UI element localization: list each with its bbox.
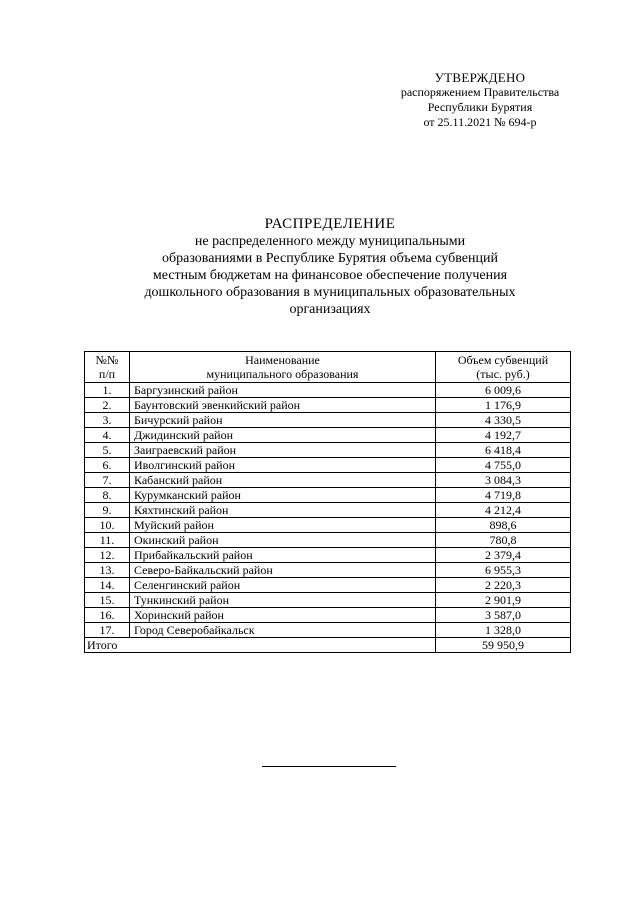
distribution-table [84, 351, 571, 653]
row-value: 3 587,0 [436, 608, 571, 623]
table-row [85, 503, 571, 518]
heading-line-1: не распределенного между муниципальными [194, 234, 466, 249]
row-name: Курумканский район [130, 488, 436, 503]
table-row [85, 578, 571, 593]
row-name: Тункинский район [130, 593, 436, 608]
header-number-line-1: №№ [95, 353, 119, 367]
row-value: 3 084,3 [436, 473, 571, 488]
row-name: Окинский район [130, 533, 436, 548]
heading-line-5: организациях [289, 302, 371, 317]
header-value-line-2: (тыс. руб.) [476, 367, 530, 381]
table-row [85, 608, 571, 623]
row-value: 6 955,3 [436, 563, 571, 578]
heading-line-4: дошкольного образования в муниципальных образовательных [144, 285, 516, 300]
header-value [436, 352, 571, 383]
table-row [85, 458, 571, 473]
row-name: Селенгинский район [130, 578, 436, 593]
row-number: 3. [85, 413, 130, 428]
approval-title: УТВЕРЖДЕНО [434, 70, 526, 85]
row-number: 9. [85, 503, 130, 518]
row-number: 13. [85, 563, 130, 578]
header-number [85, 352, 130, 383]
row-number: 16. [85, 608, 130, 623]
table-row [85, 428, 571, 443]
table-row [85, 443, 571, 458]
row-number: 7. [85, 473, 130, 488]
row-name: Северо-Байкальский район [130, 563, 436, 578]
total-value: 59 950,9 [436, 638, 571, 653]
table-row [85, 488, 571, 503]
table-row [85, 593, 571, 608]
header-number-line-2: п/п [98, 367, 116, 381]
row-name: Хоринский район [130, 608, 436, 623]
heading-line-3: местным бюджетам на финансовое обеспечение получения [152, 268, 508, 283]
row-value: 6 418,4 [436, 443, 571, 458]
row-value: 2 379,4 [436, 548, 571, 563]
approval-line-1: распоряжением Правительства [400, 85, 560, 99]
row-name: Бичурский район [130, 413, 436, 428]
table-header-row [85, 352, 571, 383]
row-name: Кяхтинский район [130, 503, 436, 518]
row-value: 4 192,7 [436, 428, 571, 443]
row-name: Муйский район [130, 518, 436, 533]
table-row [85, 383, 571, 398]
row-value: 780,8 [436, 533, 571, 548]
row-value: 2 220,3 [436, 578, 571, 593]
row-number: 17. [85, 623, 130, 638]
row-number: 5. [85, 443, 130, 458]
header-name-line-2: муниципального образования [206, 367, 359, 381]
row-number: 2. [85, 398, 130, 413]
header-value-line-1: Объем субвенций [457, 353, 549, 367]
row-number: 15. [85, 593, 130, 608]
total-label: Итого [85, 638, 436, 653]
document-heading [100, 216, 560, 318]
row-number: 8. [85, 488, 130, 503]
heading-line-2: образованиями в Республике Бурятия объема субвенций [162, 251, 498, 266]
row-number: 14. [85, 578, 130, 593]
row-number: 12. [85, 548, 130, 563]
approval-block [370, 70, 590, 130]
row-name: Заиграевский район [130, 443, 436, 458]
row-value: 4 212,4 [436, 503, 571, 518]
row-name: Баунтовский эвенкийский район [130, 398, 436, 413]
row-name: Джидинский район [130, 428, 436, 443]
row-value: 6 009,6 [436, 383, 571, 398]
approval-line-2: Республики Бурятия [427, 100, 533, 114]
header-name-line-1: Наименование [245, 353, 320, 367]
row-value: 898,6 [436, 518, 571, 533]
row-name: Кабанский район [130, 473, 436, 488]
row-value: 4 330,5 [436, 413, 571, 428]
document-title: РАСПРЕДЕЛЕНИЕ [264, 216, 396, 232]
row-name: Прибайкальский район [130, 548, 436, 563]
table-row [85, 518, 571, 533]
table-row [85, 413, 571, 428]
signature-line [262, 766, 396, 767]
row-number: 4. [85, 428, 130, 443]
row-name: Иволгинский район [130, 458, 436, 473]
approval-line-3: от 25.11.2021 № 694-р [423, 115, 537, 129]
table-row [85, 623, 571, 638]
header-name [130, 352, 436, 383]
row-value: 4 755,0 [436, 458, 571, 473]
row-value: 1 176,9 [436, 398, 571, 413]
table-row [85, 548, 571, 563]
row-number: 10. [85, 518, 130, 533]
table-row [85, 398, 571, 413]
row-value: 1 328,0 [436, 623, 571, 638]
row-value: 4 719,8 [436, 488, 571, 503]
table-total-row [85, 638, 571, 653]
table-row [85, 533, 571, 548]
table-row [85, 563, 571, 578]
row-value: 2 901,9 [436, 593, 571, 608]
row-name: Баргузинский район [130, 383, 436, 398]
table-row [85, 473, 571, 488]
row-number: 1. [85, 383, 130, 398]
row-number: 6. [85, 458, 130, 473]
row-name: Город Северобайкальск [130, 623, 436, 638]
row-number: 11. [85, 533, 130, 548]
table-body [85, 383, 571, 653]
